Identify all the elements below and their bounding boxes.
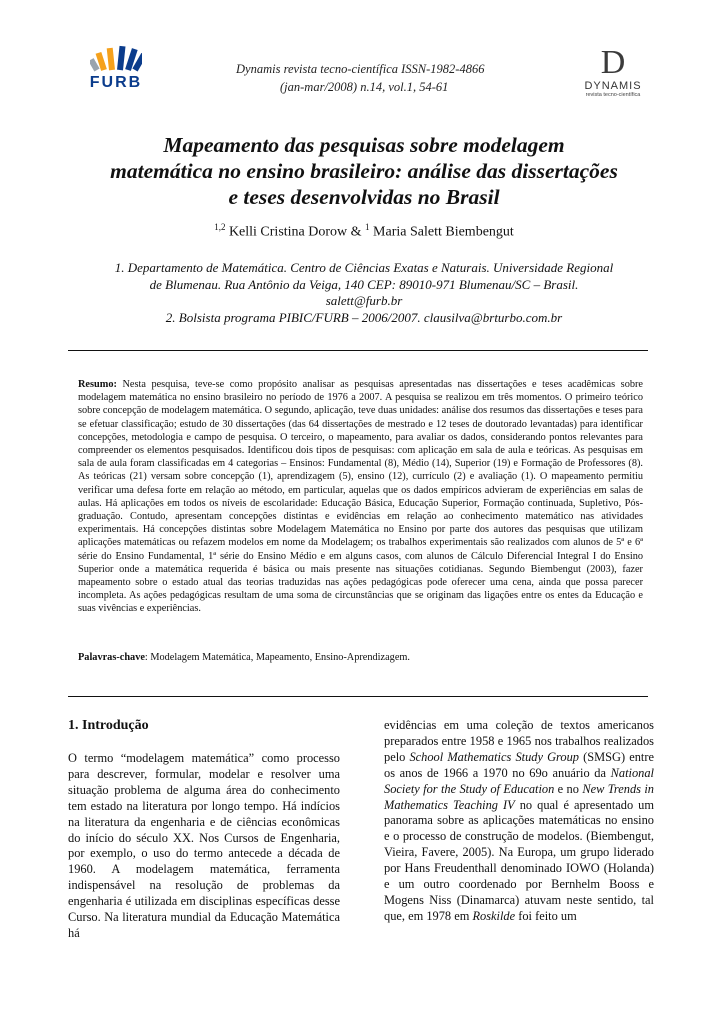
divider-top bbox=[68, 350, 648, 351]
body-text: foi feito um bbox=[515, 908, 577, 923]
italic-reference: School Mathematics Study Group bbox=[409, 749, 579, 764]
italic-reference: Roskilde bbox=[472, 908, 516, 923]
author-line bbox=[110, 222, 618, 241]
author1-name: Kelli Cristina Dorow bbox=[228, 224, 348, 240]
body-text: (SMSG) entre os anos de 1966 a 1970 no 69o anuário da bbox=[384, 749, 654, 780]
keywords bbox=[78, 651, 643, 664]
abstract-text: Nesta pesquisa, teve-se como propósito analisar as pesquisas apresentadas nas dissertações e teses acadêmicas sobre modelagem matemática no ensino brasileiro no período de 1976 a 2007. A pesquisa se realizou em três momentos. O primeiro teórico sobre concepção de modelagem matemática. O segundo, aplicação, teve duas unidades: análise dos resumos das dissertações e teses para se efetuar classificação; estudo de 30 dissertações (das 64 dissertações de mestrado e 12 teses de doutorado levantadas) para identificar concepções, metodologia e campo de pesquisa. O terceiro, o mapeamento, para avaliar os dados, considerando pontos relevantes para compreender os elementos pesquisados. Identificou dois tipos de pesquisas: com aplicação em sala de aula e teóricas. As pesquisas em sala de aula foram classificadas em 4 categorias – Ensinos: Fundamental (8), Médio (14), Superior (19) e Formação de Professores (8). As teóricas (21) versam sobre concepção (1), aprendizagem (5), ensino (12), currículo (2) e avaliação (1). O mapeamento permitiu verificar uma defesa forte em relação ao método, em particular, aquelas que os dados empíricos advieram de experiências em salas de aulas. Há aplicações em todos os níveis de escolaridade: Educação Básica, Educação Superior, Formação continuada, Supletivo, Pós-graduação. Contudo, apresentam concepções distintas e evidências em relação ao conhecimento matemático nas atividades experimentais. Há concepções distintas sobre Modelagem Matemática no Ensino por parte dos autores das pesquisas que utilizam aplicações matemáticas ou refazem modelos em nome da Modelagem; os trabalhos experimentais são realizados com alunos de 5ª e 6ª série do Ensino Fundamental, 1ª série do Ensino Médio e em alguns casos, com alunos de Cálculo Diferencial Integral I do Ensino Superior onde a matemática requerida é básica ou mais presente nas situações cotidianas. Segundo Biembengut (2003), fazer mapeamento sobre o estado atual das teorias traduzidas nas ações pedagógicas pode oferecer uma cena, ainda que possa parecer incompleta. As ações pedagógicas resultam de uma soma de circunstâncias que se originam das ligações entre os entes da Educação e suas vivências e experiências. bbox=[78, 379, 643, 615]
keywords-text: : Modelagem Matemática, Mapeamento, Ensino-Aprendizagem. bbox=[144, 652, 410, 663]
affiliation-2: 2. Bolsista programa PIBIC/FURB – 2006/2007. clausilva@brturbo.com.br bbox=[165, 309, 563, 325]
body-text: no qual é apresentado um panorama sobre as aplicações matemáticas no ensino e o processo de construção de modelos. (Biembengut, Vieira, Favere, 2005). Na Europa, um grupo liderado por Hans Freudenthall denominado IOWO (Holanda) e um outro coordenado por Bernhelm Booss e Mogens Niss (Dinamarca) atuvam neste sentido, tal que, em 1978 em bbox=[384, 797, 654, 923]
body-column-right bbox=[384, 718, 654, 925]
affiliations bbox=[110, 260, 618, 326]
furb-logo-text: FURB bbox=[89, 74, 143, 91]
italic-reference: New Trends in Mathematics Teaching IV bbox=[384, 781, 654, 812]
body-text: evidências em uma coleção de textos americanos preparados entre 1958 e 1965 nos trabalhos realizados pelo bbox=[384, 718, 654, 764]
section-heading: 1. Introdução bbox=[68, 718, 149, 733]
dynamis-logo-word: DYNAMIS bbox=[584, 80, 642, 92]
body-text: e no bbox=[554, 781, 583, 796]
dynamis-logo-letter: D bbox=[600, 44, 626, 81]
author2-affil-marker: 1 bbox=[365, 222, 370, 232]
author1-affil-marker: 1,2 bbox=[214, 222, 226, 232]
divider-bottom bbox=[68, 696, 648, 697]
abstract-label: Resumo: bbox=[78, 379, 117, 390]
journal-info-line1: Dynamis revista tecno-científica ISSN-1982-4866 bbox=[236, 62, 485, 76]
furb-rays-icon bbox=[90, 42, 142, 72]
dynamis-logo-subtitle: revista tecno-científica bbox=[585, 92, 641, 98]
author2-name: Maria Salett Biembengut bbox=[373, 224, 514, 240]
abstract bbox=[78, 378, 643, 616]
furb-logo bbox=[84, 42, 148, 94]
italic-reference: National Society for the Study of Education bbox=[384, 765, 654, 796]
author-separator: & bbox=[347, 224, 366, 240]
body-column-left: O termo “modelagem matemática” como processo para descrever, formular, modelar e resolver uma situação problema de alguma área do conhecimento tem estado na literatura por longo tempo. Há indícios na literatura da engenharia e de ciências econômicas do início do século XX. Nos Cursos de Engenharia, por exemplo, o uso do termo antecede a década de 1960. A modelagem matemática, ferramenta indispensável na resolução de problemas da engenharia é utilizada em disciplinas específicas desse Curso. Na literatura mundial da Educação Matemática há bbox=[68, 751, 340, 940]
affiliation-1: 1. Departamento de Matemática. Centro de Ciências Exatas e Naturais. Universidade Regional de Blumenau. Rua Antônio da Veiga, 140 CEP: 89010-971 Blumenau/SC – Brasil. salett@furb.br bbox=[114, 260, 614, 308]
journal-info-line2: (jan-mar/2008) n.14, vol.1, 54-61 bbox=[280, 80, 449, 94]
paper-title: Mapeamento das pesquisas sobre modelagem matemática no ensino brasileiro: análise das dissertações e teses desenvolvidas no Brasil bbox=[110, 133, 618, 209]
dynamis-logo bbox=[578, 46, 648, 106]
keywords-label: Palavras-chave bbox=[78, 652, 145, 663]
